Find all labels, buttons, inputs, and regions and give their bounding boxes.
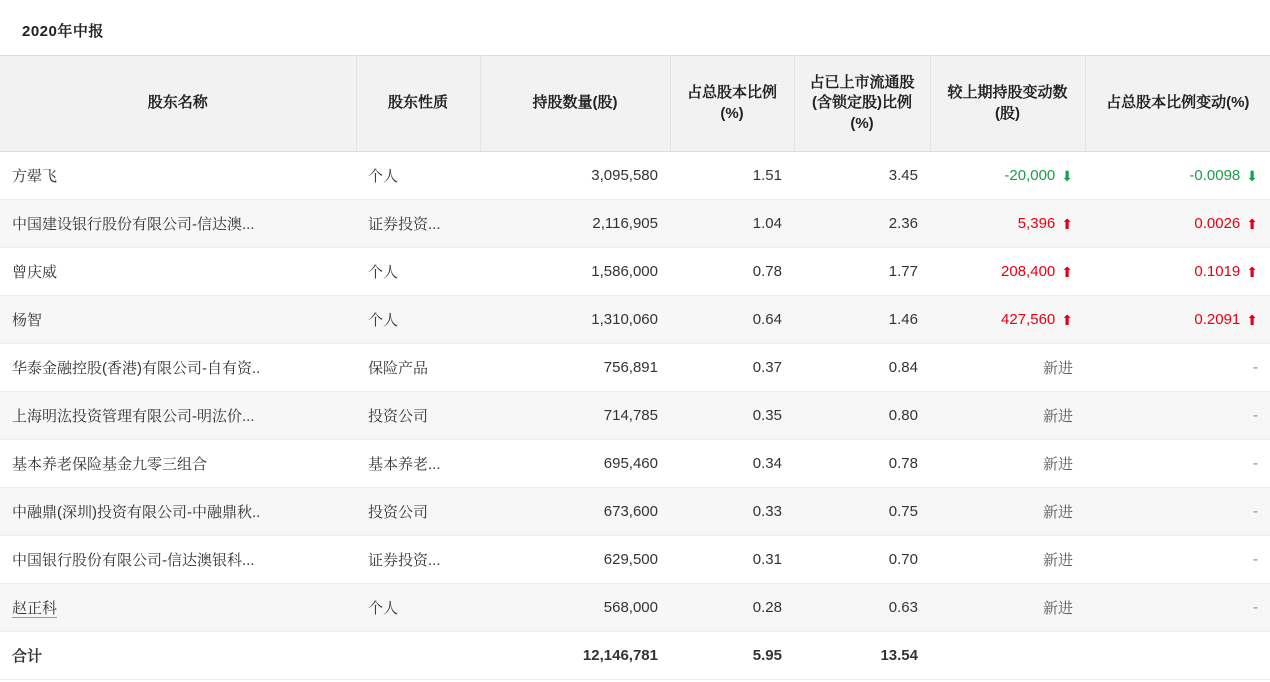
up-arrow-icon: ⬆ bbox=[1246, 312, 1258, 328]
table-row[interactable] bbox=[0, 488, 1270, 536]
table-row[interactable] bbox=[0, 584, 1270, 632]
table-row[interactable] bbox=[0, 248, 1270, 296]
cell-pct-total-capital: 0.35 bbox=[670, 392, 794, 440]
table-row[interactable] bbox=[0, 200, 1270, 248]
cell-pct-total-capital: 0.34 bbox=[670, 440, 794, 488]
cell-shares-held: 673,600 bbox=[480, 488, 670, 536]
up-arrow-icon: ⬆ bbox=[1061, 264, 1073, 280]
table-header bbox=[0, 56, 1270, 152]
cell-pct-float-shares: 2.36 bbox=[794, 200, 930, 248]
table-total-row bbox=[0, 632, 1270, 680]
cell-pct-float-shares: 1.77 bbox=[794, 248, 930, 296]
cell-total-label: 合计 bbox=[0, 632, 356, 680]
cell-shares-held: 629,500 bbox=[480, 536, 670, 584]
cell-shareholder-nature: 证券投资... bbox=[356, 536, 480, 584]
cell-shares-held: 3,095,580 bbox=[480, 152, 670, 200]
cell-pct-total-capital: 1.04 bbox=[670, 200, 794, 248]
cell-change-shares: 427,560 ⬆ bbox=[930, 296, 1085, 344]
cell-change-shares: -20,000 ⬇ bbox=[930, 152, 1085, 200]
header-row bbox=[0, 56, 1270, 152]
up-arrow-icon: ⬆ bbox=[1246, 216, 1258, 232]
cell-change-shares: 5,396 ⬆ bbox=[930, 200, 1085, 248]
cell-pct-float-shares: 3.45 bbox=[794, 152, 930, 200]
page-title: 2020年中报 bbox=[22, 23, 104, 40]
table-row[interactable] bbox=[0, 344, 1270, 392]
down-arrow-icon: ⬇ bbox=[1246, 168, 1258, 184]
column-header-change-shares: 较上期持股变动数(股) bbox=[930, 56, 1085, 152]
cell-change-pct: 0.2091 ⬆ bbox=[1085, 296, 1270, 344]
cell-change-shares: 新进 bbox=[930, 488, 1085, 536]
cell-shareholder-nature: 基本养老... bbox=[356, 440, 480, 488]
cell-change-shares: 新进 bbox=[930, 392, 1085, 440]
cell-shares-held: 2,116,905 bbox=[480, 200, 670, 248]
cell-change-shares: 208,400 ⬆ bbox=[930, 248, 1085, 296]
table-row[interactable] bbox=[0, 440, 1270, 488]
cell-shareholder-nature: 投资公司 bbox=[356, 488, 480, 536]
cell-shareholder-name: 中国建设银行股份有限公司-信达澳... bbox=[0, 200, 356, 248]
cell-shares-held: 714,785 bbox=[480, 392, 670, 440]
cell-shareholder-name: 上海明汯投资管理有限公司-明汯价... bbox=[0, 392, 356, 440]
cell-shareholder-nature: 个人 bbox=[356, 584, 480, 632]
table-row[interactable] bbox=[0, 296, 1270, 344]
cell-change-pct: 0.0026 ⬆ bbox=[1085, 200, 1270, 248]
cell-shareholder-name: 方翚飞 bbox=[0, 152, 356, 200]
cell-pct-float-shares: 0.80 bbox=[794, 392, 930, 440]
cell-change-pct: - bbox=[1085, 440, 1270, 488]
cell-pct-total-capital: 0.31 bbox=[670, 536, 794, 584]
cell-shareholder-nature: 个人 bbox=[356, 152, 480, 200]
cell-shareholder-name: 中融鼎(深圳)投资有限公司-中融鼎秋.. bbox=[0, 488, 356, 536]
cell-pct-total-capital: 0.28 bbox=[670, 584, 794, 632]
cell-shareholder-nature: 保险产品 bbox=[356, 344, 480, 392]
cell-pct-total-capital: 0.33 bbox=[670, 488, 794, 536]
cell-shareholder-name: 曾庆威 bbox=[0, 248, 356, 296]
cell-pct-float-shares: 0.70 bbox=[794, 536, 930, 584]
cell-pct-float-shares: 0.78 bbox=[794, 440, 930, 488]
cell-pct-float-shares: 0.63 bbox=[794, 584, 930, 632]
cell-shares-held: 1,310,060 bbox=[480, 296, 670, 344]
up-arrow-icon: ⬆ bbox=[1061, 312, 1073, 328]
cell-shares-held: 695,460 bbox=[480, 440, 670, 488]
column-header-pct-float-shares: 占已上市流通股(含锁定股)比例(%) bbox=[794, 56, 930, 152]
down-arrow-icon: ⬇ bbox=[1061, 168, 1073, 184]
column-header-change-pct: 占总股本比例变动(%) bbox=[1085, 56, 1270, 152]
cell-shares-held: 568,000 bbox=[480, 584, 670, 632]
top-holders-table bbox=[0, 55, 1270, 680]
cell-pct-total-capital: 0.78 bbox=[670, 248, 794, 296]
cell-shareholder-name: 基本养老保险基金九零三组合 bbox=[0, 440, 356, 488]
cell-shares-held: 756,891 bbox=[480, 344, 670, 392]
cell-shares-held: 1,586,000 bbox=[480, 248, 670, 296]
cell-pct-float-shares: 0.84 bbox=[794, 344, 930, 392]
cell-change-pct: -0.0098 ⬇ bbox=[1085, 152, 1270, 200]
cell-shareholder-name: 华泰金融控股(香港)有限公司-自有资.. bbox=[0, 344, 356, 392]
cell-shareholder-name: 赵正科 bbox=[0, 584, 356, 632]
cell-total-pct-total-capital: 5.95 bbox=[670, 632, 794, 680]
cell-change-pct: - bbox=[1085, 536, 1270, 584]
up-arrow-icon: ⬆ bbox=[1246, 264, 1258, 280]
cell-total-pct-float-shares: 13.54 bbox=[794, 632, 930, 680]
cell-shareholder-nature: 投资公司 bbox=[356, 392, 480, 440]
cell-pct-float-shares: 0.75 bbox=[794, 488, 930, 536]
cell-shareholder-nature: 个人 bbox=[356, 296, 480, 344]
cell-change-shares: 新进 bbox=[930, 584, 1085, 632]
cell-pct-total-capital: 0.37 bbox=[670, 344, 794, 392]
cell-change-pct: - bbox=[1085, 344, 1270, 392]
cell-shareholder-name: 中国银行股份有限公司-信达澳银科... bbox=[0, 536, 356, 584]
cell-total-shares: 12,146,781 bbox=[480, 632, 670, 680]
cell-shareholder-nature: 证券投资... bbox=[356, 200, 480, 248]
cell-pct-float-shares: 1.46 bbox=[794, 296, 930, 344]
up-arrow-icon: ⬆ bbox=[1061, 216, 1073, 232]
cell-change-pct: - bbox=[1085, 584, 1270, 632]
cell-change-pct: 0.1019 ⬆ bbox=[1085, 248, 1270, 296]
table-row[interactable] bbox=[0, 536, 1270, 584]
table-body bbox=[0, 152, 1270, 680]
table-row[interactable] bbox=[0, 392, 1270, 440]
cell-change-shares: 新进 bbox=[930, 344, 1085, 392]
cell-pct-total-capital: 1.51 bbox=[670, 152, 794, 200]
cell-change-pct: - bbox=[1085, 488, 1270, 536]
cell-pct-total-capital: 0.64 bbox=[670, 296, 794, 344]
cell-total-nature bbox=[356, 632, 480, 680]
cell-total-change-shares bbox=[930, 632, 1085, 680]
cell-change-shares: 新进 bbox=[930, 440, 1085, 488]
column-header-pct-total-capital: 占总股本比例(%) bbox=[670, 56, 794, 152]
cell-shareholder-nature: 个人 bbox=[356, 248, 480, 296]
cell-change-pct: - bbox=[1085, 392, 1270, 440]
table-row[interactable] bbox=[0, 152, 1270, 200]
cell-change-shares: 新进 bbox=[930, 536, 1085, 584]
column-header-shareholder-nature: 股东性质 bbox=[356, 56, 480, 152]
column-header-shares-held: 持股数量(股) bbox=[480, 56, 670, 152]
column-header-shareholder-name: 股东名称 bbox=[0, 56, 356, 152]
cell-shareholder-name: 杨智 bbox=[0, 296, 356, 344]
cell-total-change-pct bbox=[1085, 632, 1270, 680]
